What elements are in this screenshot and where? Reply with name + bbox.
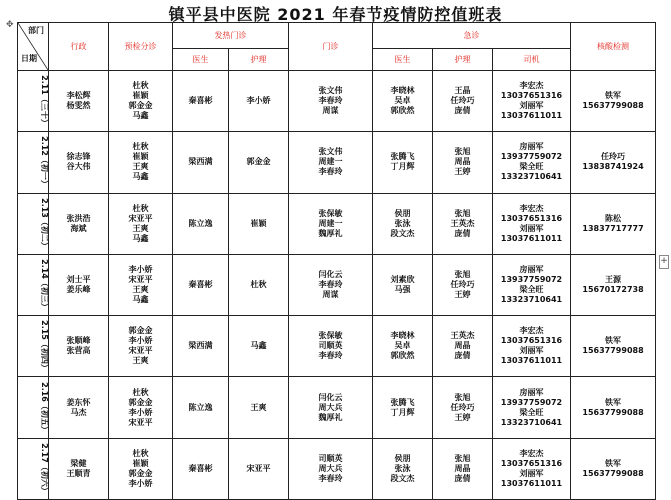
cell-line: 梁西满: [188, 157, 213, 167]
table-row: [18, 254, 656, 315]
cell-line: 王源: [605, 274, 622, 284]
triage-cell: [109, 377, 173, 438]
cell-line: 王爽: [132, 356, 149, 366]
cell-line: 王婷: [454, 412, 471, 422]
er-doctor-cell: [373, 193, 433, 254]
driver-cell: [493, 254, 571, 315]
cell-line: 杜秋: [132, 203, 149, 213]
cell-line: 13037651316: [500, 458, 563, 468]
cell-line: 梁全旺: [519, 407, 544, 417]
cell-line: 杜秋: [132, 387, 149, 397]
fever-doctor-cell: [173, 193, 229, 254]
er-doctor-cell: [373, 254, 433, 315]
cell-line: 梁全旺: [519, 162, 544, 172]
admin-cell: [49, 132, 109, 193]
admin-cell: [49, 438, 109, 499]
date-label: 2.11（三十）: [39, 75, 49, 128]
date-label: 2.15（初四）: [39, 320, 49, 373]
cell-line: 郭金金: [128, 326, 153, 336]
cell-line: 13037611011: [500, 111, 563, 121]
page-title: 镇平县中医院 2021 年春节疫情防控值班表: [168, 5, 503, 24]
cell-line: 张文伟: [318, 86, 343, 96]
cell-line: 段文杰: [390, 228, 415, 238]
outpatient-cell: [289, 377, 373, 438]
table-row: [18, 71, 656, 132]
cell-line: 徐志锋: [66, 152, 91, 162]
cell-line: 司顺英: [318, 341, 343, 351]
driver-cell: [493, 132, 571, 193]
cell-line: 李晓林: [390, 86, 415, 96]
cell-line: 张保敏: [318, 331, 343, 341]
cell-line: 杜秋: [132, 81, 149, 91]
cell-line: 张泳: [394, 218, 411, 228]
cell-line: 马鑫: [132, 111, 149, 121]
cell-line: 刘丽军: [519, 468, 544, 478]
cell-line: 15637799088: [582, 346, 644, 356]
cell-line: 李宏杰: [519, 448, 544, 458]
cell-line: 宋亚平: [128, 346, 153, 356]
date-cell: [18, 132, 49, 193]
cell-line: 13037651316: [500, 336, 563, 346]
table-row: [18, 377, 656, 438]
cell-line: 杜秋: [250, 279, 267, 289]
er-nurse-cell: [433, 438, 493, 499]
nucleic-cell: [571, 71, 656, 132]
fever-nurse-cell: [229, 377, 289, 438]
nucleic-cell: [571, 193, 656, 254]
er-nurse-cell: [433, 193, 493, 254]
date-cell: [18, 316, 49, 377]
roster-body: [18, 71, 656, 500]
cell-line: 马鑫: [132, 233, 149, 243]
driver-cell: [493, 71, 571, 132]
cell-line: 马杰: [70, 407, 87, 417]
cell-line: 13037611011: [500, 478, 563, 488]
cell-line: 马鑫: [250, 341, 267, 351]
cell-line: 张营高: [66, 346, 91, 356]
cell-line: 周晶: [454, 341, 471, 351]
cell-line: 丁月辉: [390, 162, 415, 172]
cell-line: 房丽军: [519, 264, 544, 274]
triage-cell: [109, 132, 173, 193]
date-cell: [18, 71, 49, 132]
cell-line: 崔颖: [250, 218, 267, 228]
cell-line: 王顺青: [66, 468, 91, 478]
er-doctor-cell: [373, 438, 433, 499]
driver-cell: [493, 377, 571, 438]
cell-line: 李小娇: [128, 264, 153, 274]
cell-line: 王英杰: [450, 331, 475, 341]
cell-line: 吴卓: [394, 96, 411, 106]
cell-line: 宋亚平: [128, 274, 153, 284]
cell-line: 王婷: [454, 289, 471, 299]
cell-line: 姜东怀: [66, 397, 91, 407]
cell-line: 丁月辉: [390, 407, 415, 417]
cell-line: 张泳: [394, 463, 411, 473]
fever-doctor-cell: [173, 377, 229, 438]
cell-line: 13937759072: [500, 152, 563, 162]
cell-line: 崔颖: [132, 91, 149, 101]
outpatient-cell: [289, 254, 373, 315]
cell-line: 李春玲: [318, 279, 343, 289]
outpatient-cell: [289, 132, 373, 193]
cell-line: 任玲巧: [450, 402, 475, 412]
cell-line: 张旭: [454, 208, 471, 218]
date-cell: [18, 438, 49, 499]
nucleic-cell: [571, 316, 656, 377]
er-doctor-cell: [373, 316, 433, 377]
cell-line: 陈松: [605, 213, 622, 223]
er-doctor-cell: [373, 71, 433, 132]
cell-line: 张保敏: [318, 208, 343, 218]
cell-line: 杜秋: [132, 142, 149, 152]
table-row: [18, 438, 656, 499]
cell-line: 刘丽军: [519, 346, 544, 356]
cell-line: 王晶: [454, 86, 471, 96]
cell-line: 铁军: [605, 458, 622, 468]
cell-line: 张洪浩: [66, 213, 91, 223]
cell-line: 秦喜彬: [188, 96, 213, 106]
cell-line: 陈立逸: [188, 402, 213, 412]
cell-line: 庞倩: [454, 228, 471, 238]
cell-line: 郭金金: [128, 468, 153, 478]
cell-line: 张旭: [454, 453, 471, 463]
er-nurse-cell: [433, 316, 493, 377]
cell-line: 李松辉: [66, 91, 91, 101]
cell-line: 闫化云: [318, 392, 343, 402]
cell-line: 宋亚平: [246, 463, 271, 473]
cell-line: 刘士平: [66, 274, 91, 284]
header-nucleic: 核酸检测: [571, 23, 656, 71]
date-label: 2.17（初六）: [39, 442, 49, 495]
fever-doctor-cell: [173, 71, 229, 132]
cell-line: 13323710641: [500, 417, 563, 427]
cell-line: 海斌: [70, 223, 87, 233]
cell-line: 侯朋: [394, 453, 411, 463]
cell-line: 李春玲: [318, 167, 343, 177]
cell-line: 15637799088: [582, 468, 644, 478]
fever-nurse-cell: [229, 438, 289, 499]
cell-line: 13937759072: [500, 274, 563, 284]
cell-line: 张旭: [454, 269, 471, 279]
driver-cell: [493, 438, 571, 499]
cell-line: 郭欣然: [390, 106, 415, 116]
fever-nurse-cell: [229, 316, 289, 377]
cell-line: 13037651316: [500, 213, 563, 223]
cell-line: 李小娇: [128, 478, 153, 488]
header-corner-cell: [18, 23, 49, 71]
er-nurse-cell: [433, 132, 493, 193]
cell-line: 李宏杰: [519, 203, 544, 213]
cell-line: 张旭: [454, 392, 471, 402]
cell-line: 宋亚平: [128, 213, 153, 223]
cell-line: 马强: [394, 284, 411, 294]
date-cell: [18, 377, 49, 438]
header-dept-label: 部门: [28, 26, 44, 35]
cell-line: 崔颖: [132, 152, 149, 162]
cell-line: 司顺英: [318, 453, 343, 463]
cell-line: 周晶: [454, 463, 471, 473]
date-cell: [18, 254, 49, 315]
cell-line: 王爽: [132, 284, 149, 294]
cell-line: 杜秋: [132, 448, 149, 458]
cell-line: 段文杰: [390, 473, 415, 483]
cell-line: 15670172738: [582, 284, 644, 294]
cell-line: 庞倩: [454, 106, 471, 116]
outpatient-cell: [289, 193, 373, 254]
cell-line: 张顺峰: [66, 336, 91, 346]
admin-cell: [49, 193, 109, 254]
driver-cell: [493, 316, 571, 377]
cell-line: 马鑫: [132, 294, 149, 304]
er-nurse-cell: [433, 71, 493, 132]
cell-line: 刘丽军: [519, 223, 544, 233]
cell-line: 刘丽军: [519, 101, 544, 111]
cell-line: 侯朋: [394, 208, 411, 218]
cell-line: 王爽: [250, 402, 267, 412]
cell-line: 魏厚礼: [318, 412, 343, 422]
cell-line: 李春玲: [318, 96, 343, 106]
fever-doctor-cell: [173, 316, 229, 377]
cell-line: 陈立逸: [188, 218, 213, 228]
table-row: [18, 132, 656, 193]
cell-line: 王英杰: [450, 218, 475, 228]
cell-line: 梁全旺: [519, 284, 544, 294]
cell-line: 周谋: [322, 106, 339, 116]
cell-line: 马鑫: [132, 172, 149, 182]
driver-cell: [493, 193, 571, 254]
cell-line: 周大兵: [318, 463, 343, 473]
cell-line: 李春玲: [318, 473, 343, 483]
cell-line: 张腾飞: [390, 397, 415, 407]
cell-line: 周晶: [454, 157, 471, 167]
header-er-nurse: 护理: [433, 49, 493, 71]
cell-line: 房丽军: [519, 142, 544, 152]
add-column-handle-icon[interactable]: +: [659, 255, 669, 269]
cell-line: 吴卓: [394, 341, 411, 351]
cell-line: 庞倩: [454, 473, 471, 483]
cell-line: 13323710641: [500, 294, 563, 304]
cell-line: 13838741924: [582, 162, 644, 172]
cell-line: 庞倩: [454, 351, 471, 361]
cell-line: 闫化云: [318, 269, 343, 279]
fever-nurse-cell: [229, 193, 289, 254]
cell-line: 李小娇: [246, 96, 271, 106]
cell-line: 梁西满: [188, 341, 213, 351]
cell-line: 周建一: [318, 157, 343, 167]
outpatient-cell: [289, 71, 373, 132]
cell-line: 周大兵: [318, 402, 343, 412]
admin-cell: [49, 254, 109, 315]
cell-line: 郭金金: [128, 397, 153, 407]
cell-line: 张旭: [454, 147, 471, 157]
nucleic-cell: [571, 132, 656, 193]
fever-nurse-cell: [229, 254, 289, 315]
cell-line: 李宏杰: [519, 326, 544, 336]
header-triage: 预检分诊: [109, 23, 173, 71]
fever-doctor-cell: [173, 132, 229, 193]
duty-roster-table: [17, 22, 656, 500]
cell-line: 任玲巧: [450, 96, 475, 106]
header-emergency: 急诊: [373, 23, 571, 49]
cell-line: 梁健: [70, 458, 87, 468]
cell-line: 15637799088: [582, 407, 644, 417]
cell-line: 李宏杰: [519, 81, 544, 91]
table-move-handle-icon[interactable]: ✥: [6, 20, 14, 30]
fever-nurse-cell: [229, 132, 289, 193]
cell-line: 周谋: [322, 289, 339, 299]
cell-line: 刘素欣: [390, 274, 415, 284]
triage-cell: [109, 254, 173, 315]
outpatient-cell: [289, 438, 373, 499]
triage-cell: [109, 438, 173, 499]
fever-doctor-cell: [173, 254, 229, 315]
cell-line: 魏厚礼: [318, 228, 343, 238]
cell-line: 王爽: [132, 162, 149, 172]
outpatient-cell: [289, 316, 373, 377]
date-label: 2.12（初一）: [39, 136, 49, 189]
cell-line: 13037611011: [500, 356, 563, 366]
triage-cell: [109, 71, 173, 132]
header-admin: 行政: [49, 23, 109, 71]
header-date-label: 日期: [21, 54, 37, 63]
cell-line: 铁军: [605, 336, 622, 346]
cell-line: 姜乐峰: [66, 284, 91, 294]
header-fever-doctor: 医生: [173, 49, 229, 71]
header-fever-clinic: 发热门诊: [173, 23, 289, 49]
nucleic-cell: [571, 254, 656, 315]
cell-line: 郭金金: [246, 157, 271, 167]
triage-cell: [109, 193, 173, 254]
cell-line: 13837717777: [582, 223, 644, 233]
header-er-driver: 司机: [493, 49, 571, 71]
cell-line: 周建一: [318, 218, 343, 228]
cell-line: 张腾飞: [390, 152, 415, 162]
cell-line: 13037611011: [500, 233, 563, 243]
admin-cell: [49, 377, 109, 438]
cell-line: 王婷: [454, 167, 471, 177]
cell-line: 宋亚平: [128, 417, 153, 427]
admin-cell: [49, 71, 109, 132]
cell-line: 张文伟: [318, 147, 343, 157]
cell-line: 王爽: [132, 223, 149, 233]
cell-line: 任玲巧: [450, 279, 475, 289]
admin-cell: [49, 316, 109, 377]
cell-line: 李晓林: [390, 331, 415, 341]
cell-line: 秦喜彬: [188, 279, 213, 289]
table-row: [18, 193, 656, 254]
cell-line: 李小娇: [128, 336, 153, 346]
header-fever-nurse: 护理: [229, 49, 289, 71]
cell-line: 13037651316: [500, 91, 563, 101]
er-nurse-cell: [433, 254, 493, 315]
cell-line: 13323710641: [500, 172, 563, 182]
cell-line: 郭欣然: [390, 351, 415, 361]
nucleic-cell: [571, 377, 656, 438]
date-label: 2.16（初五）: [39, 381, 49, 434]
cell-line: 13937759072: [500, 397, 563, 407]
er-nurse-cell: [433, 377, 493, 438]
cell-line: 谷大伟: [66, 162, 91, 172]
cell-line: 15637799088: [582, 101, 644, 111]
fever-doctor-cell: [173, 438, 229, 499]
er-doctor-cell: [373, 377, 433, 438]
cell-line: 秦喜彬: [188, 463, 213, 473]
cell-line: 郭金金: [128, 101, 153, 111]
cell-line: 铁军: [605, 397, 622, 407]
triage-cell: [109, 316, 173, 377]
cell-line: 李春玲: [318, 351, 343, 361]
date-cell: [18, 193, 49, 254]
date-label: 2.13（初二）: [39, 197, 49, 250]
cell-line: 铁军: [605, 91, 622, 101]
fever-nurse-cell: [229, 71, 289, 132]
cell-line: 房丽军: [519, 387, 544, 397]
cell-line: 任玲巧: [601, 152, 626, 162]
nucleic-cell: [571, 438, 656, 499]
date-label: 2.14（初三）: [39, 259, 49, 311]
table-row: [18, 316, 656, 377]
cell-line: 崔颖: [132, 458, 149, 468]
header-outpatient: 门诊: [289, 23, 373, 71]
cell-line: 李小娇: [128, 407, 153, 417]
er-doctor-cell: [373, 132, 433, 193]
header-er-doctor: 医生: [373, 49, 433, 71]
cell-line: 杨雯然: [66, 101, 91, 111]
